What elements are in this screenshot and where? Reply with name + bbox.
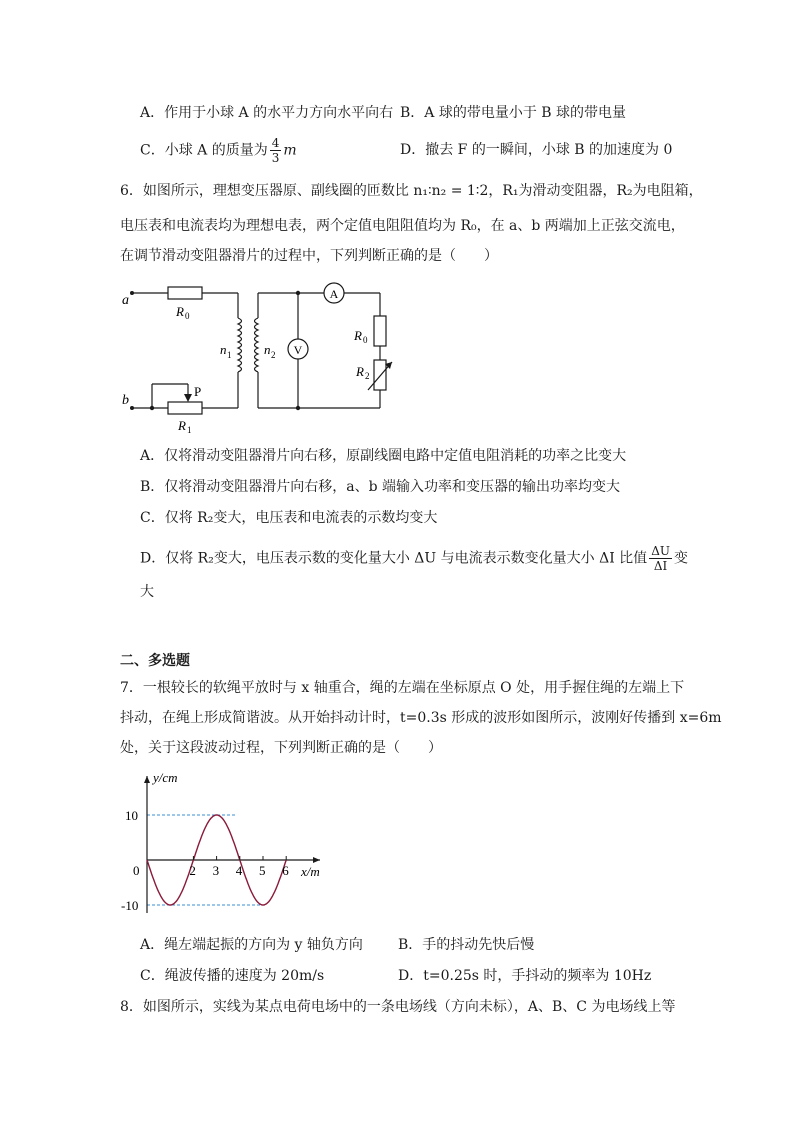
r0-secondary-subscript: 0 [363, 335, 368, 345]
fraction-numerator: ΔU [651, 544, 670, 558]
q5-option-c-var: m [283, 142, 297, 159]
q7-stem-line-3: 处，关于这段波动过程，下列判断正确的是（ ） [120, 740, 442, 756]
n2-label: n [264, 342, 271, 357]
x-tick-label-4: 4 [235, 863, 243, 878]
terminal-a-label: a [122, 293, 129, 308]
r0-primary-label: R [176, 304, 184, 319]
origin-label: 0 [133, 863, 140, 878]
q6-stem-line-2: 电压表和电流表均为理想电表，两个定值电阻阻值均为 R₀，在 a、b 两端加上正弦交流电， [120, 218, 685, 234]
wave-graph [115, 768, 335, 918]
q6-option-d [140, 544, 688, 573]
x-tick-label-3: 3 [212, 863, 220, 878]
x-tick-label-2: 2 [189, 863, 196, 878]
q7-stem-line-1: 7．一根较长的软绳平放时与 x 轴重合，绳的左端在坐标原点 O 处，用手握住绳的左端上下 [120, 680, 685, 696]
q6-stem-line-3: 在调节滑动变阻器滑片的过程中，下列判断正确的是（ ） [120, 248, 498, 264]
fraction-numerator: 4 [271, 136, 280, 150]
q6-stem-line-1: 6．如图所示，理想变压器原、副线圈的匝数比 n₁∶n₂ = 1∶2，R₁为滑动变阻器，R₂为电阻箱， [120, 183, 703, 199]
voltmeter-label: V [293, 343, 303, 357]
n1-label: n [220, 342, 227, 357]
resistor-box-r2 [374, 360, 386, 390]
x-axis-label: x/m [301, 864, 320, 879]
q6-option-b: B．仅将滑动变阻器滑片向右移，a、b 端输入功率和变压器的输出功率均变大 [140, 479, 621, 495]
r0-secondary-label: R [354, 328, 362, 343]
q6-option-a: A．仅将滑动变阻器滑片向右移，原副线圈电路中定值电阻消耗的功率之比变大 [140, 448, 627, 464]
section-title-multiple-choice: 二、多选题 [120, 653, 190, 669]
q5-option-b: B．A 球的带电量小于 B 球的带电量 [400, 105, 627, 121]
resistor-r1 [168, 402, 202, 414]
q6-option-d-suffix: 变 [673, 550, 688, 567]
q6-option-d-fraction [649, 544, 672, 573]
ammeter-label: A [329, 287, 339, 301]
y-axis-label: y/cm [153, 770, 178, 785]
fraction-denominator: ΔI [653, 559, 668, 573]
q7-option-d: D．t=0.25s 时，手抖动的频率为 10Hz [398, 968, 652, 984]
q5-option-c-fraction [270, 136, 282, 165]
r0-primary-subscript: 0 [185, 311, 190, 321]
terminal-b-label: b [122, 393, 129, 408]
r2-label: R [356, 364, 364, 379]
q6-option-d-text: D．仅将 R₂变大，电压表示数的变化量大小 ΔU 与电流表示数变化量大小 ΔI 比值 [140, 550, 648, 567]
fraction-denominator: 3 [271, 151, 280, 165]
q7-option-a: A．绳左端起振的方向为 y 轴负方向 [140, 937, 363, 953]
q5-option-c-text: C．小球 A 的质量为 [140, 142, 268, 159]
n1-subscript: 1 [227, 350, 232, 360]
r1-label: R [178, 418, 186, 433]
n2-subscript: 2 [271, 350, 276, 360]
resistor-r0-primary [168, 287, 202, 299]
x-tick-label-6: 6 [282, 863, 289, 878]
r2-subscript: 2 [365, 371, 370, 381]
q7-option-b: B．手的抖动先快后慢 [398, 937, 535, 953]
r1-subscript: 1 [187, 425, 192, 435]
y-tick-10: 10 [125, 808, 138, 823]
q5-option-a: A．作用于小球 A 的水平力方向水平向右 [140, 105, 394, 121]
transformer-circuit-diagram [110, 278, 410, 438]
slider-p-label: P [194, 384, 202, 399]
q7-option-c: C．绳波传播的速度为 20m/s [140, 968, 325, 984]
resistor-r0-secondary [374, 316, 386, 346]
q8-stem-line-1: 8．如图所示，实线为某点电荷电场中的一条电场线（方向未标），A、B、C 为电场线上等 [120, 999, 676, 1015]
x-tick-label-5: 5 [259, 863, 266, 878]
y-tick-neg10: -10 [121, 898, 139, 913]
q5-option-c [140, 136, 297, 165]
q5-option-d: D．撤去 F 的一瞬间，小球 B 的加速度为 0 [400, 142, 673, 158]
q6-option-c: C．仅将 R₂变大，电压表和电流表的示数均变大 [140, 510, 438, 526]
q6-option-d-line-2: 大 [140, 584, 154, 600]
q7-stem-line-2: 抖动，在绳上形成简谐波。从开始抖动计时，t=0.3s 形成的波形如图所示，波刚好传播到 x=6m [120, 710, 722, 726]
